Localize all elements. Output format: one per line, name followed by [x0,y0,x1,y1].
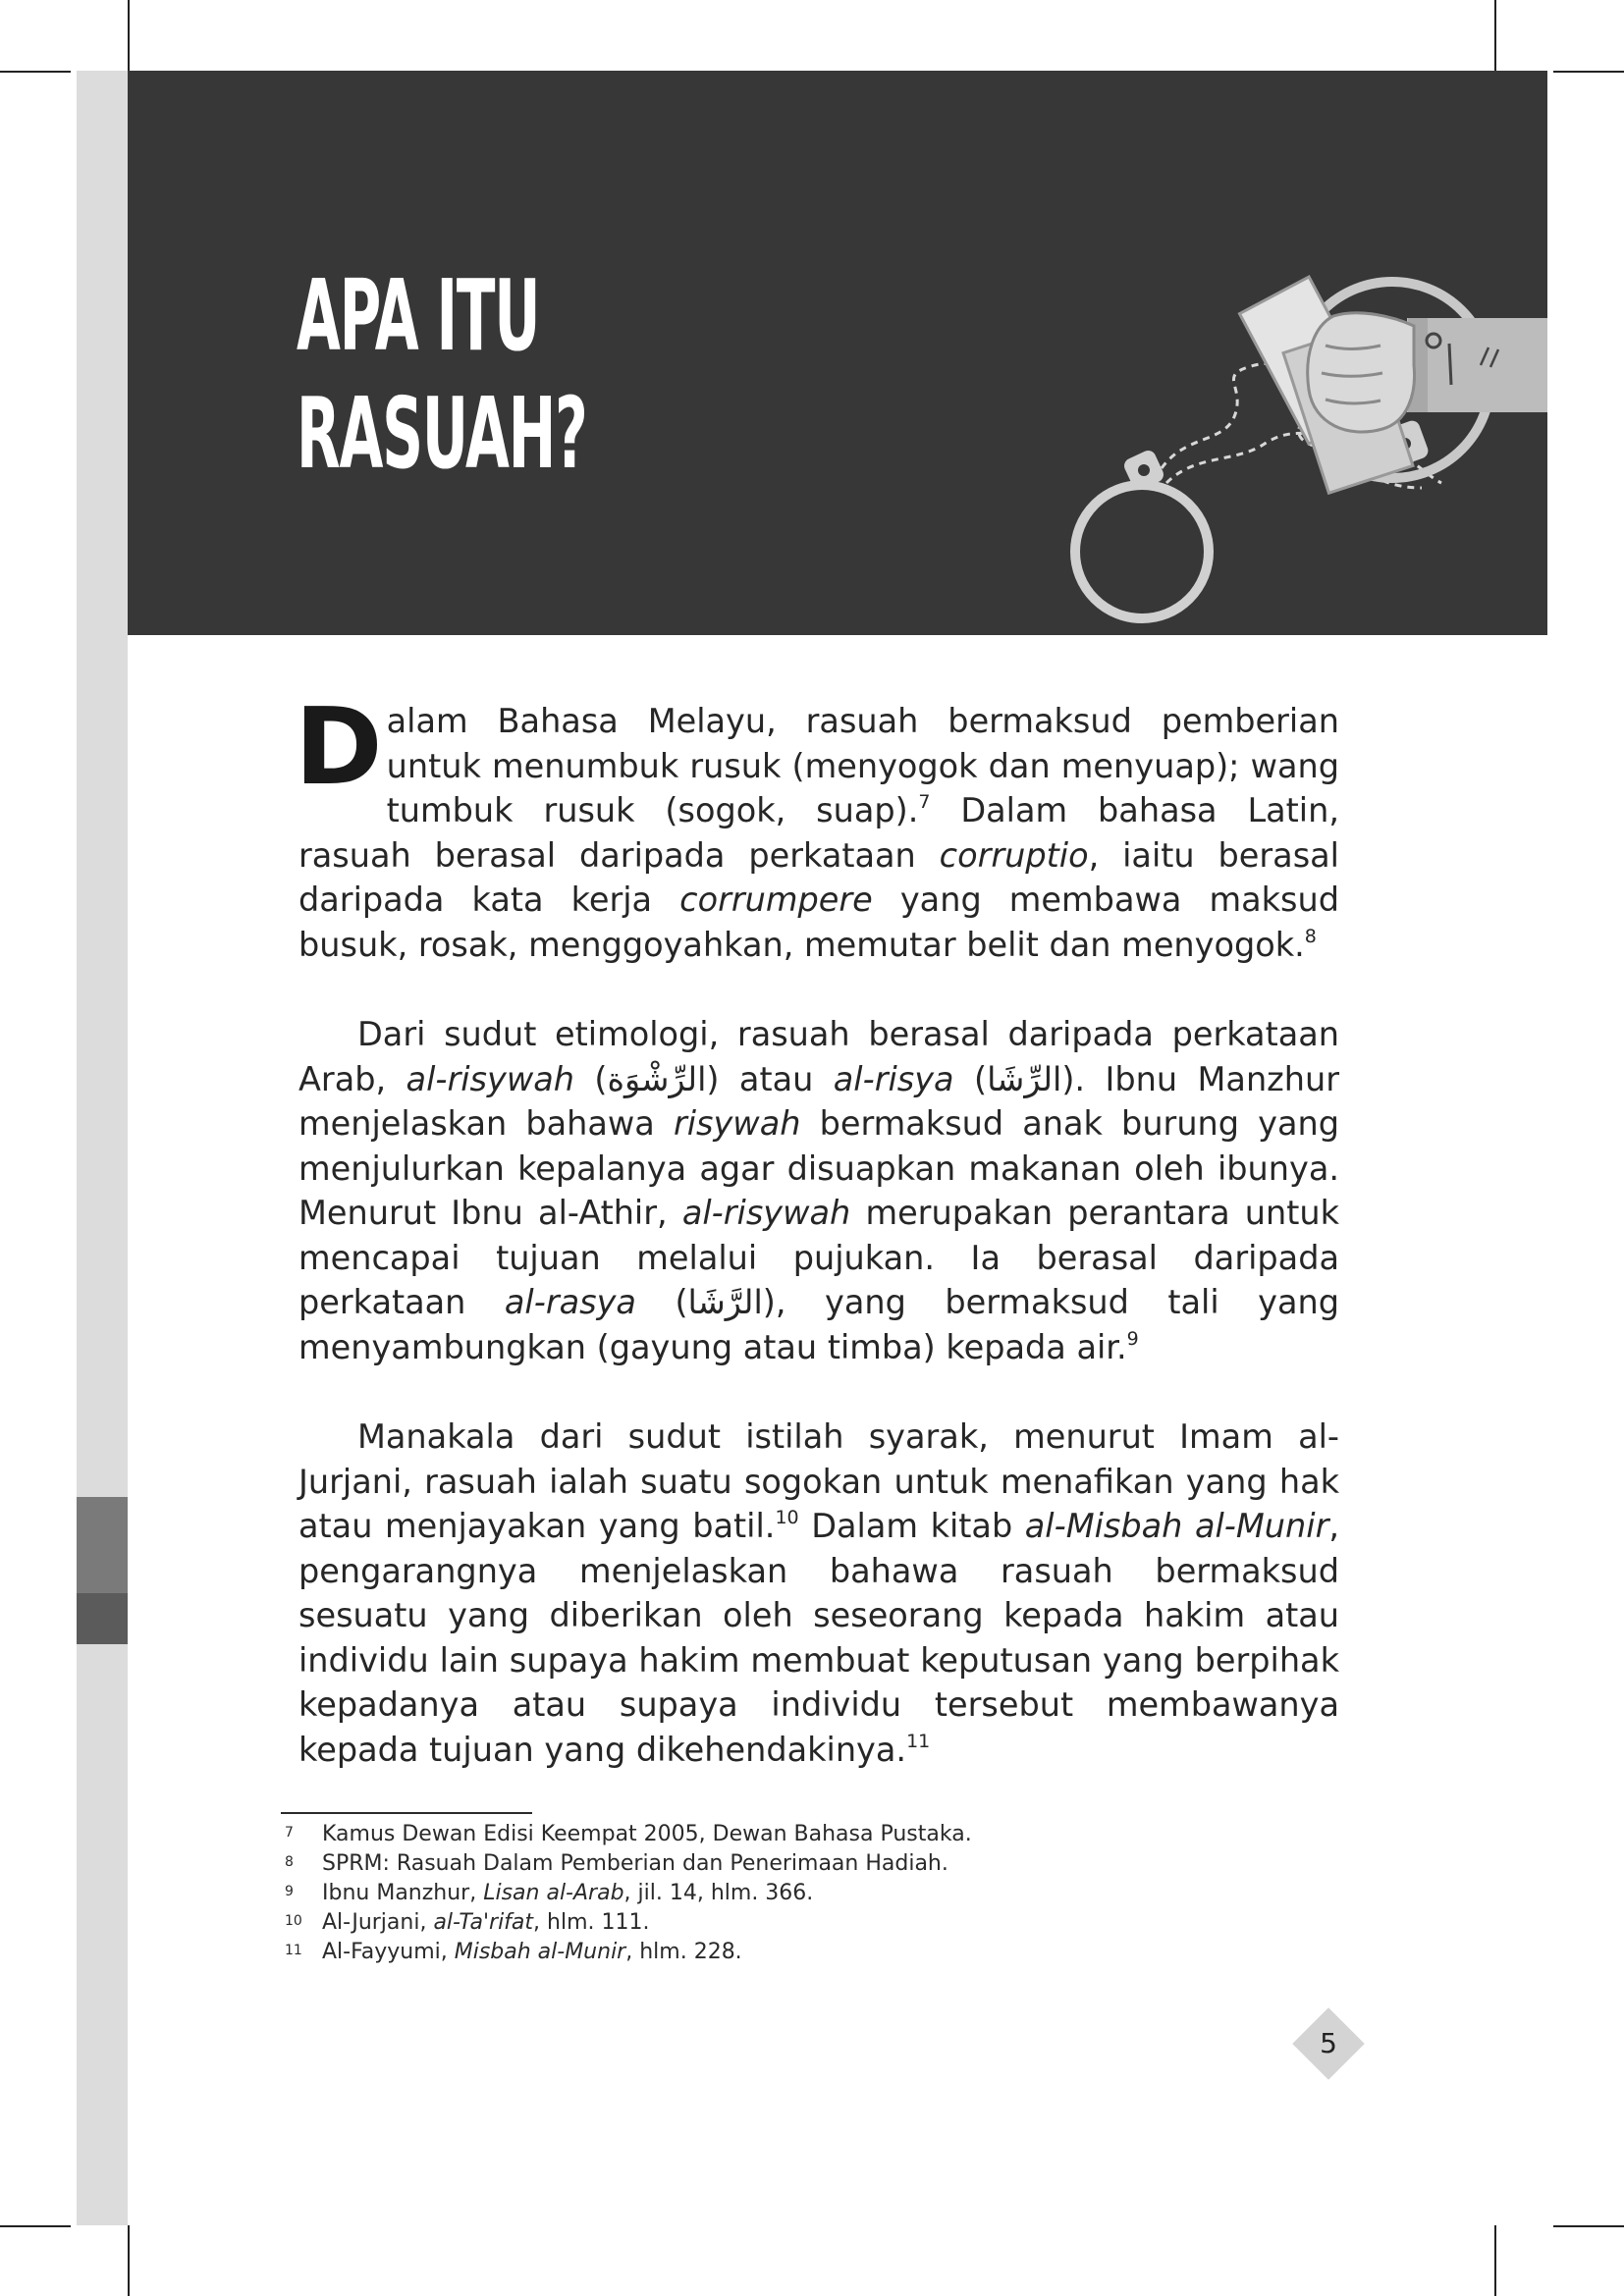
body-text [295,686,1340,1817]
footnote-ref: 10 [775,1507,799,1528]
crop-mark [1553,71,1624,73]
footnote-9 [281,1879,1164,1908]
footnote-text: Al-Jurjani, [322,1910,434,1935]
paragraph-2: Dari sudut etimologi, rasuah berasal daripada perkataan Arab, al-risywah (الرِّشْوَة) atau al-risya (الرِّشَا). Ibnu Manzhur menjelaskan bahawa risywah bermaksud anak burung yang menjulurkan kepalanya agar disuapkan makanan oleh ibunya. Menurut Ibnu al-Athir, al-risywah merupakan perantara untuk mencapai tujuan melalui pujukan. Ia berasal daripada perkataan al-rasya (الرَّشَا), yang bermaksud tali yang menyambungkan (gayung atau timba) kepada air.$^9$ [298,1015,1340,1366]
footnote-11 [281,1938,1164,1967]
paragraph-1 [295,686,1339,967]
footnote-number: 9 [285,1884,294,1899]
chapter-header [128,71,1547,635]
crop-mark [1494,2225,1496,2296]
term: al-Misbah al-Munir [1024,1507,1329,1545]
footnotes [281,1820,1164,1967]
title-line-2: RASUAH? [297,376,587,491]
arabic-term: الرَّشَا [687,1283,763,1321]
footnote-number: 7 [285,1825,294,1841]
term: al-risya [833,1059,954,1098]
drop-cap: D [295,686,383,809]
footnote-ref: 11 [906,1730,931,1752]
term: risywah [673,1104,801,1143]
arabic-term: الرِّشْوَة [607,1059,707,1098]
text: alam Bahasa Melayu, rasuah bermaksud pemberian untuk menumbuk rusuk (menyogok dan menyuap); wang tumbuk rusuk (sogok, suap). [386,702,1339,829]
term: corruptio [939,835,1089,875]
text: , yang bermaksud tali yang menyambungkan (gayung atau timba) kepada air. [298,1283,1340,1366]
text: yang membawa maksud busuk, rosak, menggoyahkan, memutar belit dan menyogok. [298,881,1339,964]
footnote-ref: 8 [1304,925,1317,947]
text: atau [719,1059,834,1098]
text: Manakala dari sudut istilah syarak, menurut Imam al-Jurjani, rasuah ialah suatu sogokan untuk menafikan yang hak atau menjayakan yang batil. [298,1417,1339,1545]
text: Dari sudut etimologi, rasuah berasal daripada perkataan Arab, [298,1015,1339,1098]
text: merupakan perantara untuk mencapai tujuan melalui pujukan. Ia berasal daripada perkataan [298,1194,1339,1321]
footnote-7 [281,1820,1164,1849]
footnote-ref: 7 [918,791,931,813]
text: bermaksud anak burung yang menjulurkan kepalanya agar disuapkan makanan oleh ibunya. Menurut Ibnu al-Athir, [298,1104,1339,1232]
footnote-text: SPRM: Rasuah Dalam Pemberian dan Penerimaan Hadiah. [322,1851,948,1876]
footnote-title: Misbah al-Munir [454,1940,626,1964]
footnote-title: Lisan al-Arab [483,1881,624,1905]
footnote-8 [281,1849,1164,1879]
term: al-rasya [504,1283,636,1321]
crop-mark [1494,0,1496,71]
handcuff-bribe-hand-icon [1068,247,1547,635]
crop-mark [1553,2225,1624,2227]
text: , pengarangnya menjelaskan bahawa rasuah bermaksud sesuatu yang diberikan oleh seseorang kepada hakim atau individu lain supaya hakim membuat keputusan yang berpihak kepadanya atau supaya individu tersebut membawanya kepada tujuan yang dikehendakinya. [298,1507,1339,1769]
footnote-10 [281,1908,1164,1938]
footnote-text: , hlm. 228. [625,1940,742,1964]
text: Dalam kitab [798,1507,1025,1545]
term: al-risywah [681,1194,851,1232]
footnote-text: Ibnu Manzhur, [322,1881,484,1905]
footnote-number: 8 [285,1854,294,1870]
footnote-number: 11 [285,1943,302,1958]
term: corrumpere [679,881,873,919]
term: al-risywah [406,1059,574,1098]
footnote-ref: 9 [1126,1327,1139,1350]
footnote-text: , jil. 14, hlm. 366. [623,1881,814,1905]
paragraph-3 [298,1415,1339,1772]
footnote-text: , hlm. 111. [533,1910,650,1935]
footnote-divider [281,1812,532,1814]
page-number: 5 [1320,2027,1337,2059]
chapter-tab-dark [77,1593,128,1644]
crop-mark [0,71,71,73]
chapter-tab [77,1497,128,1593]
text: , iaitu berasal daripada kata kerja [298,835,1339,919]
chapter-title [297,257,587,493]
crop-mark [128,0,130,71]
footnote-number: 10 [285,1913,302,1929]
text: . Ibnu Manzhur menjelaskan bahawa [298,1059,1339,1143]
footnote-text: Al-Fayyumi, [322,1940,455,1964]
arabic-term: الرِّشَا [987,1059,1062,1098]
text: Dalam bahasa Latin, rasuah berasal daripada perkataan [298,791,1339,875]
crop-mark [128,2225,130,2296]
footnote-text: Kamus Dewan Edisi Keempat 2005, Dewan Bahasa Pustaka. [322,1822,972,1846]
title-line-1: APA ITU [297,258,540,373]
side-band [77,71,128,2225]
footnote-title: al-Ta'rifat [433,1910,534,1935]
crop-mark [0,2225,71,2227]
